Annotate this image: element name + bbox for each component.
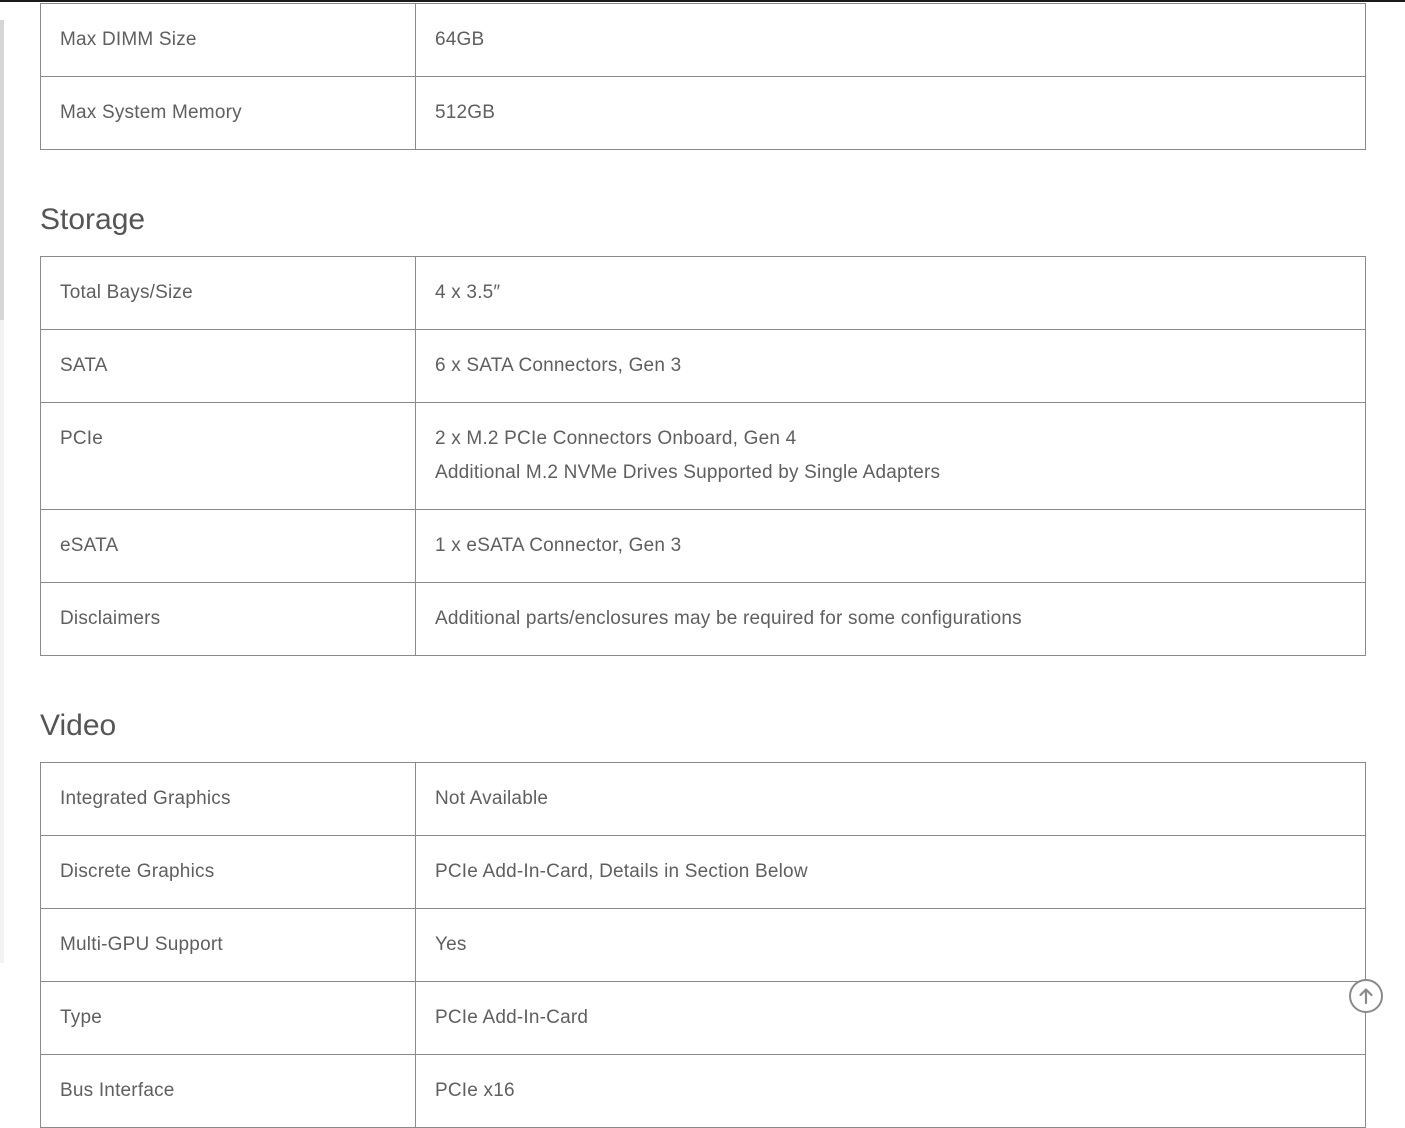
storage-spec-table bbox=[40, 256, 1366, 656]
spec-value-line: 64GB bbox=[435, 29, 485, 50]
video-spec-table bbox=[40, 762, 1366, 1128]
spec-content bbox=[40, 3, 1366, 1128]
spec-value-line: Yes bbox=[435, 934, 467, 955]
spec-value-line: 1 x eSATA Connector, Gen 3 bbox=[435, 535, 682, 556]
spec-value-line: Not Available bbox=[435, 788, 549, 809]
arrow-up-icon bbox=[1356, 986, 1376, 1006]
spec-value-line: 6 x SATA Connectors, Gen 3 bbox=[435, 355, 682, 376]
spec-value bbox=[416, 982, 1366, 1055]
spec-label: Bus Interface bbox=[41, 1055, 416, 1128]
spec-label: Total Bays/Size bbox=[41, 257, 416, 330]
spec-label: Integrated Graphics bbox=[41, 763, 416, 836]
memory-spec-table bbox=[40, 3, 1366, 150]
spec-row bbox=[41, 403, 1366, 510]
spec-value bbox=[416, 257, 1366, 330]
spec-value-line: PCIe Add-In-Card bbox=[435, 1007, 589, 1028]
spec-row bbox=[41, 77, 1366, 150]
video-heading: Video bbox=[40, 709, 117, 742]
spec-label: SATA bbox=[41, 330, 416, 403]
spec-row bbox=[41, 1055, 1366, 1128]
top-divider bbox=[0, 0, 1405, 2]
spec-label: Discrete Graphics bbox=[41, 836, 416, 909]
spec-label: Max System Memory bbox=[41, 77, 416, 150]
spec-label: eSATA bbox=[41, 510, 416, 583]
spec-value bbox=[416, 403, 1366, 510]
spec-value-line: Additional parts/enclosures may be required for some configurations bbox=[435, 608, 1022, 629]
storage-heading: Storage bbox=[40, 203, 146, 236]
spec-value bbox=[416, 763, 1366, 836]
spec-label: Disclaimers bbox=[41, 583, 416, 656]
spec-label: PCIe bbox=[41, 403, 416, 510]
spec-value-line: Additional M.2 NVMe Drives Supported by Single Adapters bbox=[435, 462, 941, 483]
spec-row bbox=[41, 4, 1366, 77]
spec-row bbox=[41, 510, 1366, 583]
spec-value-line: PCIe x16 bbox=[435, 1080, 515, 1101]
spec-row bbox=[41, 836, 1366, 909]
spec-label: Type bbox=[41, 982, 416, 1055]
spec-label: Max DIMM Size bbox=[41, 4, 416, 77]
spec-value-line: 2 x M.2 PCIe Connectors Onboard, Gen 4 bbox=[435, 428, 797, 449]
scroll-to-top-button[interactable] bbox=[1349, 979, 1383, 1013]
spec-label: Multi-GPU Support bbox=[41, 909, 416, 982]
spec-value bbox=[416, 583, 1366, 656]
spec-row bbox=[41, 330, 1366, 403]
spec-value bbox=[416, 330, 1366, 403]
spec-row bbox=[41, 909, 1366, 982]
spec-row bbox=[41, 982, 1366, 1055]
spec-value-line: PCIe Add-In-Card, Details in Section Below bbox=[435, 861, 808, 882]
spec-value bbox=[416, 4, 1366, 77]
spec-row bbox=[41, 763, 1366, 836]
left-scroll-thumb[interactable] bbox=[0, 20, 4, 320]
spec-value bbox=[416, 510, 1366, 583]
spec-value bbox=[416, 1055, 1366, 1128]
spec-row bbox=[41, 257, 1366, 330]
spec-value bbox=[416, 77, 1366, 150]
spec-value-line: 4 x 3.5″ bbox=[435, 282, 501, 303]
spec-value bbox=[416, 836, 1366, 909]
spec-row bbox=[41, 583, 1366, 656]
spec-value bbox=[416, 909, 1366, 982]
spec-value-line: 512GB bbox=[435, 102, 496, 123]
